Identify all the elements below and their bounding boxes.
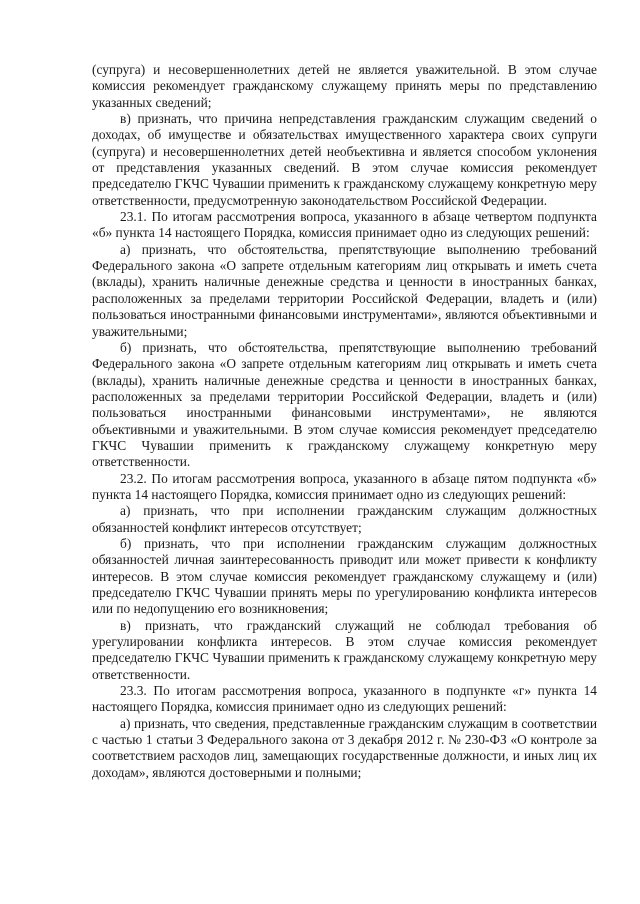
paragraph-6: 23.2. По итогам рассмотрения вопроса, указанного в абзаце пятом подпункта «б» пункта 14 настоящего Порядка, комиссия принимает одно из следующих решений: — [92, 470, 597, 502]
paragraph-3: 23.1. По итогам рассмотрения вопроса, указанного в абзаце четвертом подпункта «б» пункта 14 настоящего Порядка, комиссия принимает одно из следующих решений: — [92, 209, 597, 241]
document-page — [92, 62, 597, 781]
paragraph-8: б) признать, что при исполнении гражданским служащим должностных обязанностей личная заинтересованность приводит или может привести к конфликту интересов. В этом случае комиссия рекомендует гражданскому служащему и (или) председателю ГКЧС Чувашии принять меры по урегулированию конфликта интересов или по недопущению его возникновения; — [92, 535, 597, 617]
paragraph-5: б) признать, что обстоятельства, препятствующие выполнению требований Федерального закона «О запрете отдельным категориям лиц открывать и иметь счета (вклады), хранить наличные денежные средства и ценности в иностранных банках, расположенных за пределами территории Российской Федерации, владеть и (или) пользоваться иностранными финансовыми инструментами», не являются объективными и уважительными. В этом случае комиссия рекомендует председателю ГКЧС Чувашии применить к гражданскому служащему конкретную меру ответственности. — [92, 339, 597, 470]
paragraph-2: в) признать, что причина непредставления гражданским служащим сведений о доходах, об имуществе и обязательствах имущественного характера своих супруги (супруга) и несовершеннолетних детей необъективна и является способом уклонения от представления указанных сведений. В этом случае комиссия рекомендует председателю ГКЧС Чувашии применить к гражданскому служащему конкретную меру ответственности, предусмотренную законодательством Российской Федерации. — [92, 111, 597, 208]
paragraph-9: в) признать, что гражданский служащий не соблюдал требования об урегулировании конфликта интересов. В этом случае комиссия рекомендует председателю ГКЧС Чувашии применить к гражданскому служащему конкретную меру ответственности. — [92, 617, 597, 682]
paragraph-10: 23.3. По итогам рассмотрения вопроса, указанного в подпункте «г» пункта 14 настоящего Порядка, комиссия принимает одно из следующих решений: — [92, 683, 597, 715]
paragraph-11: а) признать, что сведения, представленные гражданским служащим в соответствии с частью 1 статьи 3 Федерального закона от 3 декабря 2012 г. № 230-ФЗ «О контроле за соответствием расходов лиц, замещающих государственные должности, и иных лиц их доходам», являются достоверными и полными; — [92, 715, 597, 780]
paragraph-7: а) признать, что при исполнении гражданским служащим должностных обязанностей конфликт интересов отсутствует; — [92, 503, 597, 535]
paragraph-4: а) признать, что обстоятельства, препятствующие выполнению требований Федерального закона «О запрете отдельным категориям лиц открывать и иметь счета (вклады), хранить наличные денежные средства и ценности в иностранных банках, расположенных за пределами территории Российской Федерации, владеть и (или) пользоваться иностранными финансовыми инструментами», являются объективными и уважительными; — [92, 241, 597, 339]
paragraph-1: (супруга) и несовершеннолетних детей не является уважительной. В этом случае комиссия рекомендует гражданскому служащему принять меры по представлению указанных сведений; — [92, 62, 597, 110]
